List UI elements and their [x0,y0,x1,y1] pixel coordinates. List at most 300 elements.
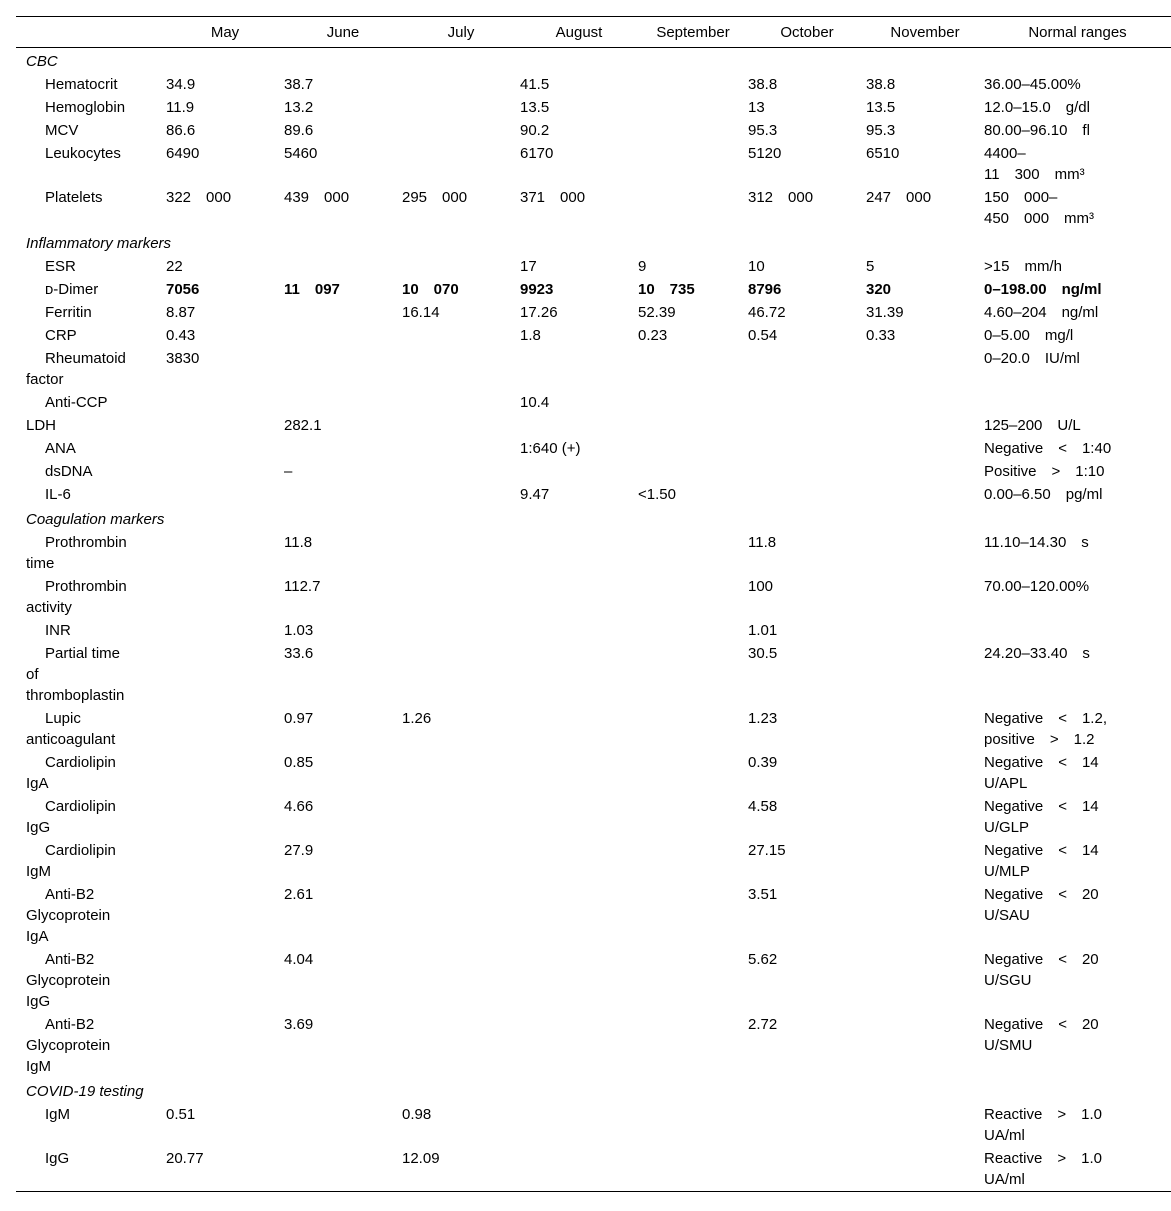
normal-range-cell: 36.00–45.00% [984,76,1081,93]
header-cell-normal-ranges: Normal ranges [1028,23,1127,41]
value-cell [402,460,520,483]
value-cell [866,483,984,506]
normal-range-cell: Negative < 1.2, positive > 1.2 [984,710,1107,748]
table-row [16,948,1171,1013]
table-row [16,73,1171,96]
table-row [16,347,1171,391]
value-cell [402,795,520,839]
value-cell: 3.69 [284,1016,314,1033]
value-cell [866,839,984,883]
value-cell [284,347,402,391]
value-cell: 1.8 [520,327,541,344]
value-cell: 0.39 [748,754,778,771]
value-cell [166,1013,284,1078]
normal-range-cell: 0–20.0 IU/ml [984,350,1080,367]
value-cell [284,301,402,324]
value-cell [866,460,984,483]
normal-range-cell [984,619,1171,642]
normal-range-cell: Negative < 1:40 [984,440,1112,457]
normal-range-cell: Negative < 20 U/SMU [984,1016,1099,1054]
value-cell: 11.8 [748,534,777,551]
value-cell [402,142,520,186]
value-cell [520,1147,638,1192]
value-cell [284,324,402,347]
value-cell [166,795,284,839]
value-cell [866,531,984,575]
value-cell [866,948,984,1013]
value-cell: 1.23 [748,710,778,727]
normal-range-cell: >15 mm/h [984,258,1062,275]
section-title: COVID-19 testing [26,1083,144,1100]
header-cell-june: June [326,23,360,41]
value-cell [402,119,520,142]
normal-range-cell: 0–5.00 mg/l [984,327,1074,344]
value-cell [638,391,748,414]
header-cell-november: November [890,23,960,41]
value-cell: 10 735 [638,281,695,298]
header-cell-may: May [210,23,240,41]
value-cell: 10 070 [402,281,459,298]
value-cell [638,839,748,883]
value-cell [638,642,748,707]
value-cell [520,347,638,391]
value-cell: 13 [748,99,765,116]
value-cell: 11.9 [166,99,195,116]
value-cell [520,531,638,575]
value-cell: 9 [638,258,647,275]
value-cell [402,96,520,119]
value-cell: 112.7 [284,578,321,595]
normal-range-cell: 125–200 U/L [984,417,1081,434]
normal-range-cell: Negative < 14 U/APL [984,754,1099,792]
value-cell: 312 000 [748,189,814,206]
header-row [16,17,1171,48]
value-cell [638,96,748,119]
row-label: Hematocrit [45,76,118,93]
row-label: Lupic anticoagulant [26,710,116,748]
section-title: Coagulation markers [26,511,165,528]
value-cell: 0.54 [748,327,778,344]
table-row [16,1013,1171,1078]
table-row [16,142,1171,186]
section-row [16,506,1171,531]
row-label: Cardiolipin IgA [26,754,116,792]
value-cell [166,948,284,1013]
value-cell [638,1147,748,1192]
value-cell [402,751,520,795]
header-cell-september: September [656,23,730,41]
value-cell [520,575,638,619]
value-cell: 20.77 [166,1150,204,1167]
table-row [16,751,1171,795]
table-row [16,278,1171,301]
value-cell [402,642,520,707]
table-row [16,301,1171,324]
value-cell: 10.4 [520,394,550,411]
row-label: Cardiolipin IgM [26,842,116,880]
row-label: Partial time of thromboplastin [26,645,125,704]
value-cell [638,186,748,230]
value-cell [520,751,638,795]
value-cell [866,795,984,839]
value-cell: 2.61 [284,886,314,903]
value-cell [520,707,638,751]
header-cell-august: August [555,23,603,41]
value-cell [402,619,520,642]
value-cell [284,255,402,278]
value-cell: 27.9 [284,842,314,859]
value-cell [866,437,984,460]
row-label: IgM [45,1106,71,1123]
value-cell: 0.97 [284,710,314,727]
value-cell [866,391,984,414]
value-cell: 12.09 [402,1150,440,1167]
value-cell [638,1103,748,1147]
value-cell: 247 000 [866,189,932,206]
value-cell: 52.39 [638,304,676,321]
value-cell: 0.23 [638,327,668,344]
row-label: Ferritin [45,304,92,321]
row-label: Hemoglobin [45,99,126,116]
value-cell: 9923 [520,281,554,298]
table-row [16,414,1171,437]
value-cell: 3.51 [748,886,778,903]
value-cell: 17.26 [520,304,558,321]
value-cell: 95.3 [866,122,896,139]
value-cell [866,619,984,642]
value-cell [638,619,748,642]
value-cell: 1.01 [748,622,778,639]
normal-range-cell: 70.00–120.00% [984,578,1090,595]
table-header [16,17,1171,48]
value-cell [402,73,520,96]
value-cell [748,437,866,460]
value-cell [520,948,638,1013]
value-cell: 17 [520,258,537,275]
value-cell [520,1103,638,1147]
value-cell [866,1103,984,1147]
lab-results-table [16,16,1171,1192]
value-cell: 8.87 [166,304,196,321]
table-row [16,531,1171,575]
value-cell [638,437,748,460]
row-label: Anti-B2 Glycoprotein IgA [26,886,111,945]
normal-range-cell: 24.20–33.40 s [984,645,1090,662]
value-cell [402,437,520,460]
value-cell [638,883,748,948]
section-title: CBC [26,53,58,70]
value-cell: 31.39 [866,304,904,321]
value-cell [166,391,284,414]
value-cell [520,619,638,642]
table-row [16,324,1171,347]
value-cell [866,414,984,437]
value-cell: 439 000 [284,189,350,206]
value-cell: 0.85 [284,754,314,771]
value-cell: 33.6 [284,645,314,662]
normal-range-cell: 12.0–15.0 g/dl [984,99,1090,116]
table-row [16,391,1171,414]
value-cell [402,948,520,1013]
normal-range-cell: 0.00–6.50 pg/ml [984,486,1103,503]
table-body [16,48,1171,1192]
table-row [16,96,1171,119]
value-cell [638,707,748,751]
value-cell [748,483,866,506]
value-cell: 282.1 [284,417,322,434]
table-row [16,460,1171,483]
value-cell [520,883,638,948]
value-cell [166,531,284,575]
section-row [16,48,1171,74]
value-cell [638,73,748,96]
table-row [16,839,1171,883]
value-cell [866,751,984,795]
row-label: IgG [45,1150,70,1167]
value-cell [284,1103,402,1147]
value-cell: 1:640 (+) [520,440,581,457]
row-label: IL-6 [45,486,71,503]
value-cell [638,142,748,186]
normal-range-cell [984,391,1171,414]
value-cell [402,883,520,948]
row-label: Anti-B2 Glycoprotein IgM [26,1016,111,1075]
value-cell: 6490 [166,145,200,162]
section-title: Inflammatory markers [26,235,172,252]
normal-range-cell: Negative < 20 U/SGU [984,951,1099,989]
value-cell [402,1013,520,1078]
table-row [16,483,1171,506]
value-cell [284,437,402,460]
value-cell: 0.51 [166,1106,196,1123]
value-cell [166,751,284,795]
value-cell [402,391,520,414]
table-row [16,619,1171,642]
value-cell: 100 [748,578,774,595]
value-cell [166,642,284,707]
value-cell: 6510 [866,145,900,162]
row-label: Leukocytes [45,145,121,162]
value-cell: 30.5 [748,645,778,662]
normal-range-cell: 4.60–204 ng/ml [984,304,1099,321]
table-row [16,707,1171,751]
value-cell: 2.72 [748,1016,778,1033]
value-cell: 0.43 [166,327,196,344]
value-cell [284,483,402,506]
value-cell: 38.7 [284,76,314,93]
value-cell [520,795,638,839]
value-cell [284,1147,402,1192]
value-cell [638,1013,748,1078]
row-label: ANA [45,440,76,457]
value-cell [402,347,520,391]
value-cell [638,414,748,437]
value-cell [520,642,638,707]
value-cell: 11.8 [284,534,313,551]
value-cell [520,1013,638,1078]
value-cell: 13.2 [284,99,314,116]
value-cell [402,255,520,278]
row-label: INR [45,622,71,639]
row-label: Prothrombin activity [26,578,127,616]
value-cell [402,324,520,347]
value-cell [748,460,866,483]
value-cell [402,531,520,575]
value-cell: 1.03 [284,622,314,639]
value-cell [638,795,748,839]
normal-range-cell: 150 000– 450 000 mm³ [984,189,1095,227]
value-cell [166,883,284,948]
value-cell [284,391,402,414]
normal-range-cell: Negative < 14 U/MLP [984,842,1099,880]
header-cell-test [16,17,166,48]
value-cell [748,391,866,414]
value-cell: 1.26 [402,710,432,727]
value-cell: 86.6 [166,122,196,139]
value-cell: 5 [866,258,875,275]
value-cell [520,839,638,883]
value-cell [638,751,748,795]
value-cell: 0.33 [866,327,896,344]
table-row [16,437,1171,460]
value-cell: 95.3 [748,122,778,139]
normal-range-cell: Negative < 20 U/SAU [984,886,1099,924]
row-label: Cardiolipin IgG [26,798,116,836]
row-label: Platelets [45,189,103,206]
value-cell: 371 000 [520,189,586,206]
value-cell: 295 000 [402,189,468,206]
row-label: CRP [45,327,77,344]
value-cell [866,347,984,391]
value-cell: 7056 [166,281,200,298]
row-label: LDH [26,417,57,434]
normal-range-cell: 11.10–14.30 s [984,534,1089,551]
value-cell: 16.14 [402,304,440,321]
value-cell [402,575,520,619]
value-cell: 8796 [748,281,782,298]
normal-range-cell: Reactive > 1.0 UA/ml [984,1106,1102,1144]
table-row [16,883,1171,948]
table-row [16,1103,1171,1147]
table-row [16,255,1171,278]
value-cell: <1.50 [638,486,676,503]
value-cell: 4.04 [284,951,314,968]
value-cell: 5120 [748,145,782,162]
section-row [16,1078,1171,1103]
value-cell [520,414,638,437]
value-cell [638,948,748,1013]
value-cell [866,642,984,707]
section-row [16,230,1171,255]
header-cell-july: July [447,23,475,41]
row-label: Prothrombin time [26,534,127,572]
value-cell: 6170 [520,145,554,162]
value-cell [402,483,520,506]
value-cell [748,347,866,391]
value-cell: 5.62 [748,951,778,968]
table-row [16,119,1171,142]
row-label: Rheumatoid factor [26,350,126,388]
value-cell [748,1103,866,1147]
value-cell: 9.47 [520,486,550,503]
value-cell: 4.58 [748,798,778,815]
value-cell: 38.8 [866,76,896,93]
value-cell [166,619,284,642]
value-cell: 41.5 [520,76,550,93]
value-cell: 13.5 [866,99,896,116]
normal-range-cell: 80.00–96.10 fl [984,122,1090,139]
row-label: dsDNA [45,463,93,480]
normal-range-cell: Negative < 14 U/GLP [984,798,1099,836]
value-cell [166,483,284,506]
normal-range-cell: 0–198.00 ng/ml [984,281,1102,298]
value-cell [866,575,984,619]
row-label: ᴅ-Dimer [45,281,99,298]
row-label: MCV [45,122,79,139]
value-cell: 5460 [284,145,318,162]
value-cell [866,883,984,948]
value-cell: 38.8 [748,76,778,93]
value-cell [166,707,284,751]
value-cell [402,839,520,883]
value-cell: 3830 [166,350,200,367]
value-cell: 11 097 [284,281,340,298]
value-cell: 90.2 [520,122,550,139]
value-cell: 0.98 [402,1106,432,1123]
table-row [16,795,1171,839]
value-cell: 10 [748,258,765,275]
value-cell: 46.72 [748,304,786,321]
value-cell: 34.9 [166,76,196,93]
value-cell [866,707,984,751]
value-cell [638,347,748,391]
value-cell: – [284,463,293,480]
row-label: ESR [45,258,76,275]
value-cell [866,1147,984,1192]
value-cell: 13.5 [520,99,550,116]
value-cell: 27.15 [748,842,786,859]
value-cell [638,575,748,619]
value-cell [166,839,284,883]
value-cell [866,1013,984,1078]
normal-range-cell: 4400– 11 300 mm³ [984,145,1085,183]
value-cell [166,437,284,460]
value-cell [748,414,866,437]
value-cell [638,460,748,483]
table-row [16,1147,1171,1192]
value-cell [166,414,284,437]
table-row [16,575,1171,619]
value-cell [638,531,748,575]
value-cell [638,119,748,142]
value-cell: 22 [166,258,183,275]
value-cell [520,460,638,483]
table-row [16,642,1171,707]
header-cell-october: October [780,23,834,41]
value-cell [166,575,284,619]
value-cell: 89.6 [284,122,314,139]
normal-range-cell: Positive > 1:10 [984,463,1105,480]
value-cell [402,414,520,437]
value-cell [748,1147,866,1192]
row-label: Anti-CCP [45,394,108,411]
value-cell: 322 000 [166,189,232,206]
value-cell: 320 [866,281,892,298]
value-cell [166,460,284,483]
row-label: Anti-B2 Glycoprotein IgG [26,951,111,1010]
value-cell: 4.66 [284,798,314,815]
normal-range-cell: Reactive > 1.0 UA/ml [984,1150,1102,1188]
